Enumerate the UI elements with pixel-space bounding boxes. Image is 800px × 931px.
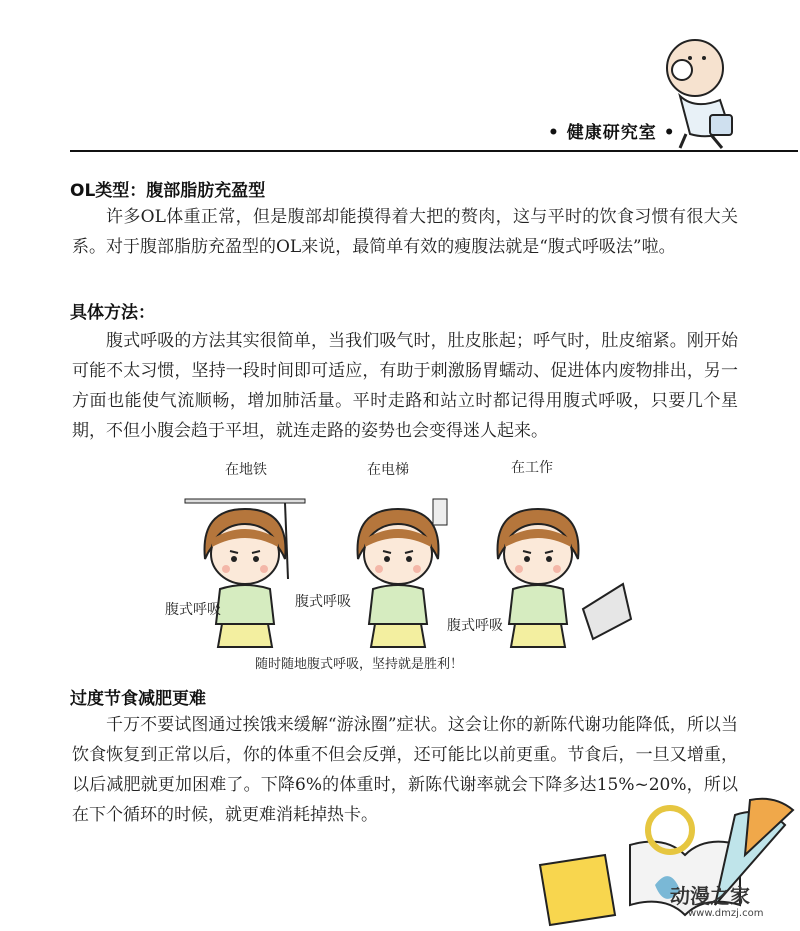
scene-title-subway: 在地铁 bbox=[225, 462, 267, 478]
scene-label-elevator: 腹式呼吸 bbox=[295, 594, 351, 610]
section-heading-method: 具体方法： bbox=[70, 303, 155, 323]
section-paragraph-overdieting: 千万不要试图通过挨饿来缓解“游泳圈”症状。这会让你的新陈代谢功能降低，所以当饮食恢复到正常以后，你的体重不但会反弹，还可能比以前更重。节食后，一旦又增重，以后减肥就更加困难了。下降6%的体重时，新陈代谢率就会下降多达15%~20%，所以在下个循环的时候，就更难消耗掉热卡。 bbox=[72, 715, 738, 825]
figure-caption: 随时随地腹式呼吸，坚持就是胜利！ bbox=[255, 657, 464, 672]
section-paragraph-ol-type: 许多OL体重正常，但是腹部却能摸得着大把的赘肉，这与平时的饮食习惯有很大关系。对于腹部脂肪充盈型的OL来说，最简单有效的瘦腹法就是“腹式呼吸法”啦。 bbox=[72, 207, 738, 257]
header-divider bbox=[70, 150, 798, 152]
scene-label-subway: 腹式呼吸 bbox=[165, 602, 221, 618]
section-paragraph-method: 腹式呼吸的方法其实很简单，当我们吸气时，肚皮胀起；呼气时，肚皮缩紧。刚开始可能不太习惯，坚持一段时间即可适应，有助于刺激肠胃蠕动、促进体内废物排出，另一方面也能使气流顺畅，增加肺活量。平时走路和站立时都记得用腹式呼吸，只要几个星期，不但小腹会趋于平坦，就连走路的姿势也会变得迷人起来。 bbox=[72, 331, 738, 441]
scene-title-elevator: 在电梯 bbox=[367, 462, 409, 478]
watermark-logo-text: 动漫之家 bbox=[670, 884, 750, 908]
breathing-illustration bbox=[155, 455, 645, 690]
section-label: • 健康研究室 • bbox=[548, 123, 676, 143]
girl-subway-figure bbox=[180, 489, 310, 649]
girl-elevator-figure bbox=[333, 489, 463, 649]
scene-title-work: 在工作 bbox=[511, 460, 553, 476]
section-heading-overdieting: 过度节食减肥更难 bbox=[70, 689, 206, 709]
scene-label-work: 腹式呼吸 bbox=[447, 618, 503, 634]
watermark-url: www.dmzj.com bbox=[688, 908, 764, 919]
section-heading-ol-type: OL类型：腹部脂肪充盈型 bbox=[70, 181, 266, 201]
